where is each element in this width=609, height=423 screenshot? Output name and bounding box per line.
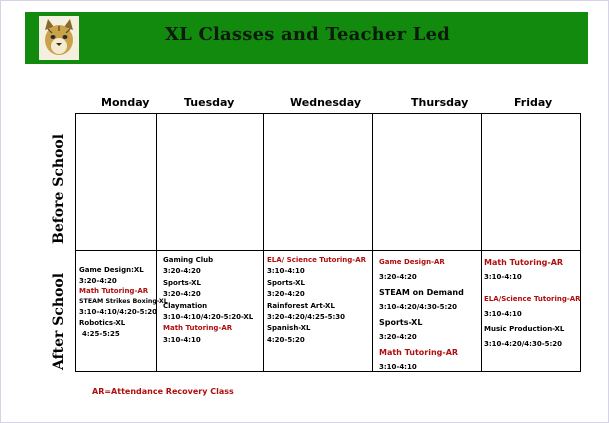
class-name: Math Tutoring-AR: [163, 324, 233, 333]
class-name: Sports-XL: [163, 278, 202, 287]
class-name: Sports-XL: [379, 318, 423, 327]
class-time: 3:20-4:20: [379, 273, 417, 281]
page-title: XL Classes and Teacher Led: [165, 24, 451, 45]
class-time: 4:25-5:25: [82, 329, 120, 338]
title-banner: [25, 12, 588, 64]
class-time: 3:10-4:10: [484, 310, 522, 318]
class-time: 3:10-4:10/4:20-5:20: [79, 308, 158, 317]
after-school-wednesday: [267, 255, 366, 346]
class-name: Gaming Club: [163, 256, 214, 264]
class-name: Math Tutoring-AR: [79, 287, 149, 296]
class-time: 3:20-4:20: [79, 276, 117, 285]
class-name: Rainforest Art-XL: [267, 301, 335, 310]
schedule-grid: [75, 113, 581, 372]
after-school-friday: [484, 255, 581, 352]
class-name: Math Tutoring-AR: [484, 258, 564, 267]
day-header-tuesday: Tuesday: [184, 96, 235, 109]
class-name: Spanish-XL: [267, 324, 311, 333]
after-school-tuesday: [163, 255, 253, 346]
column-divider: [263, 114, 264, 371]
class-name: ELA/Science Tutoring-AR: [484, 295, 581, 303]
class-name: Math Tutoring-AR: [379, 348, 459, 357]
class-name: Game Design-AR: [379, 258, 445, 266]
after-school-monday: [79, 265, 168, 339]
class-time: 3:10-4:10: [484, 273, 522, 281]
class-name: Robotics-XL: [79, 318, 126, 327]
row-label-after-school: After School: [51, 272, 67, 370]
class-name: Music Production-XL: [484, 325, 565, 333]
class-time: 3:20-4:20: [163, 290, 201, 299]
class-time: 4:20-5:20: [267, 335, 305, 344]
class-name: Claymation: [163, 301, 208, 310]
column-divider: [481, 114, 482, 371]
class-time: 3:10-4:10/4:20-5:20-XL: [163, 313, 254, 322]
row-label-before-school: Before School: [51, 133, 67, 244]
class-time: 3:10-4:20/4:30-5:20: [484, 340, 563, 348]
column-divider: [372, 114, 373, 371]
class-time: 3:20-4:20/4:25-5:30: [267, 313, 346, 322]
day-header-monday: Monday: [101, 96, 150, 109]
class-name: STEAM on Demand: [379, 288, 464, 297]
wildcat-logo-icon: [39, 16, 79, 60]
class-name: STEAM Strikes Boxing-XL: [79, 297, 168, 305]
class-time: 3:10-4:10: [267, 267, 305, 276]
class-name: Game Design:XL: [79, 266, 144, 274]
legend-note: AR=Attendance Recovery Class: [92, 387, 234, 396]
class-time: 3:20-4:20: [163, 267, 201, 276]
class-name: Sports-XL: [267, 278, 306, 287]
day-header-thursday: Thursday: [411, 96, 469, 109]
class-time: 3:10-4:20/4:30-5:20: [379, 303, 458, 311]
class-time: 3:10-4:10: [379, 363, 417, 371]
day-header-wednesday: Wednesday: [290, 96, 362, 109]
after-school-thursday: [379, 255, 464, 375]
class-time: 3:10-4:10: [163, 335, 201, 344]
class-time: 3:20-4:20: [267, 290, 305, 299]
class-time: 3:20-4:20: [379, 333, 417, 341]
class-name: ELA/ Science Tutoring-AR: [267, 256, 367, 264]
day-header-friday: Friday: [514, 96, 553, 109]
row-divider: [76, 250, 580, 251]
